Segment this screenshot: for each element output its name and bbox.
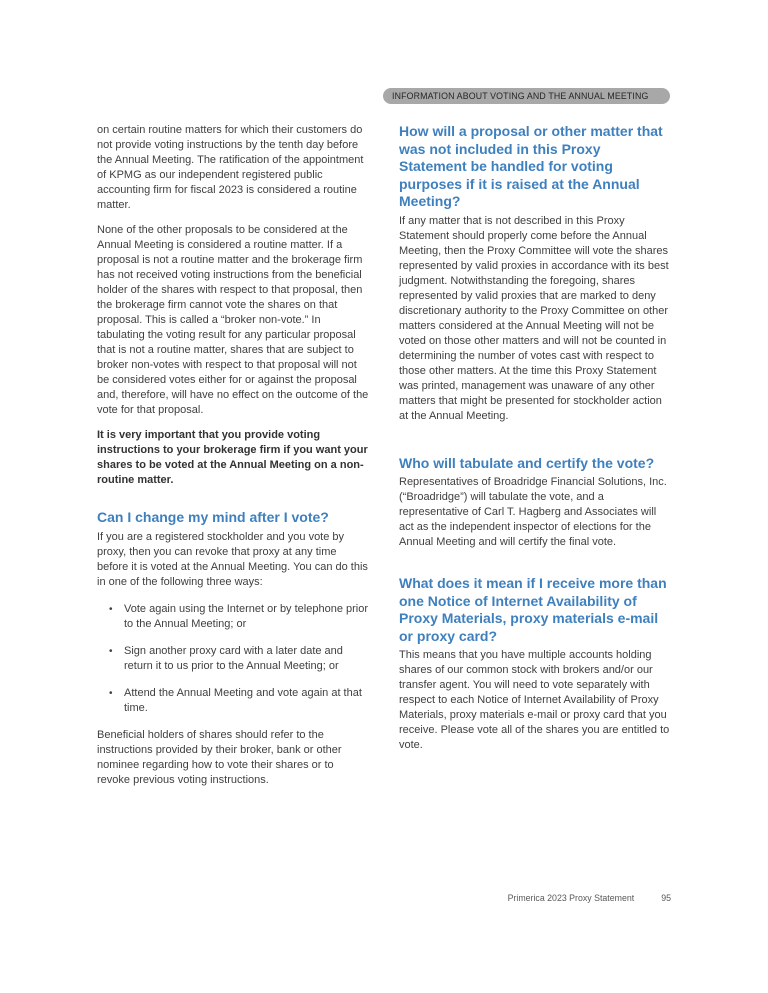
bullet-icon: • xyxy=(109,645,113,657)
list-item xyxy=(97,602,369,632)
question-heading-tabulate-vote: Who will tabulate and certify the vote? xyxy=(399,454,655,471)
list-item-text: Vote again using the Internet or by telephone prior to the Annual Meeting; or xyxy=(124,602,369,630)
right-column xyxy=(399,123,671,763)
question-heading-other-matter: How will a proposal or other matter that was not included in this Proxy Statement be handled for voting purposes if it is raised at the Annual Meeting? xyxy=(399,123,663,209)
paragraph: Representatives of Broadridge Financial Solutions, Inc. (“Broadridge”) will tabulate the vote, and a representative of Carl T. Hagberg and Associates will act as the independent inspector of elections for the Annual Meeting and will certify the final vote. xyxy=(399,476,667,548)
paragraph: None of the other proposals to be considered at the Annual Meeting is considered a routine matter. If a proposal is not a routine matter and the brokerage firm has not received voting instructions from the beneficial holder of the shares with respect to that proposal, then the brokerage firm cannot vote the shares on that proposal. This is called a “broker non-vote.” In tabulating the voting result for any particular proposal that is not a routine matter, shares that are subject to broker non-votes with respect to that proposal will not be considered votes either for or against the proposal and, therefore, will have no effect on the outcome of the vote for that proposal. xyxy=(97,224,369,416)
revoke-options-list xyxy=(97,602,369,716)
paragraph: Beneficial holders of shares should refer to the instructions provided by their broker, bank or other nominee regarding how to vote their shares or to revoke previous voting instructions. xyxy=(97,728,342,786)
bold-note: It is very important that you provide voting instructions to your brokerage firm if you want your shares to be voted at the Annual Meeting on a non-routine matter. xyxy=(97,429,368,486)
left-column xyxy=(97,123,369,798)
paragraph: on certain routine matters for which their customers do not provide voting instructions by the tenth day before the Annual Meeting. The ratification of the appointment of KPMG as our independent registered public accounting firm for fiscal 2023 is considered a routine matter. xyxy=(97,124,364,211)
qa-section xyxy=(399,123,671,424)
page-footer xyxy=(399,893,671,903)
bullet-icon: • xyxy=(109,687,113,699)
list-item xyxy=(97,686,369,716)
paragraph: If any matter that is not described in this Proxy Statement should properly come before the Annual Meeting, then the Proxy Committee will vote the shares represented by valid proxies in accordance with its best judgment. Notwithstanding the foregoing, shares represented by valid proxies that are marked to deny discretionary authority to the Proxy Committee on other matters considered at the Annual Meeting will not be voted on those other matters and will not be counted in determining the number of votes cast with respect to those other matters. At the time this Proxy Statement was printed, management was unaware of any other matters that might be presented for stockholder action at the Annual Meeting. xyxy=(399,214,669,422)
question-heading-change-mind: Can I change my mind after I vote? xyxy=(97,509,329,525)
section-header-tag: INFORMATION ABOUT VOTING AND THE ANNUAL MEETING xyxy=(383,88,670,104)
list-item xyxy=(97,644,369,674)
paragraph: If you are a registered stockholder and you vote by proxy, then you can revoke that proxy at any time before it is voted at the Annual Meeting. You can do this in one of the following three ways: xyxy=(97,530,368,588)
qa-section xyxy=(399,575,671,753)
bullet-icon: • xyxy=(109,603,113,615)
qa-section xyxy=(399,455,671,551)
list-item-text: Attend the Annual Meeting and vote again at that time. xyxy=(124,686,362,714)
footer-document-title: Primerica 2023 Proxy Statement xyxy=(507,893,635,903)
list-item-text: Sign another proxy card with a later date and return it to us prior to the Annual Meeting; or xyxy=(124,644,343,672)
question-heading-multiple-notices: What does it mean if I receive more than one Notice of Internet Availability of Proxy Materials, proxy materials e-mail or proxy card? xyxy=(399,575,667,644)
page-number: 95 xyxy=(661,893,671,903)
paragraph: This means that you have multiple accounts holding shares of our common stock with brokers and/or our transfer agent. You will need to vote separately with respect to each Notice of Internet Availability of Proxy Materials, proxy materials e-mail or proxy card that you receive. Please vote all of the shares you are entitled to vote. xyxy=(399,649,670,751)
